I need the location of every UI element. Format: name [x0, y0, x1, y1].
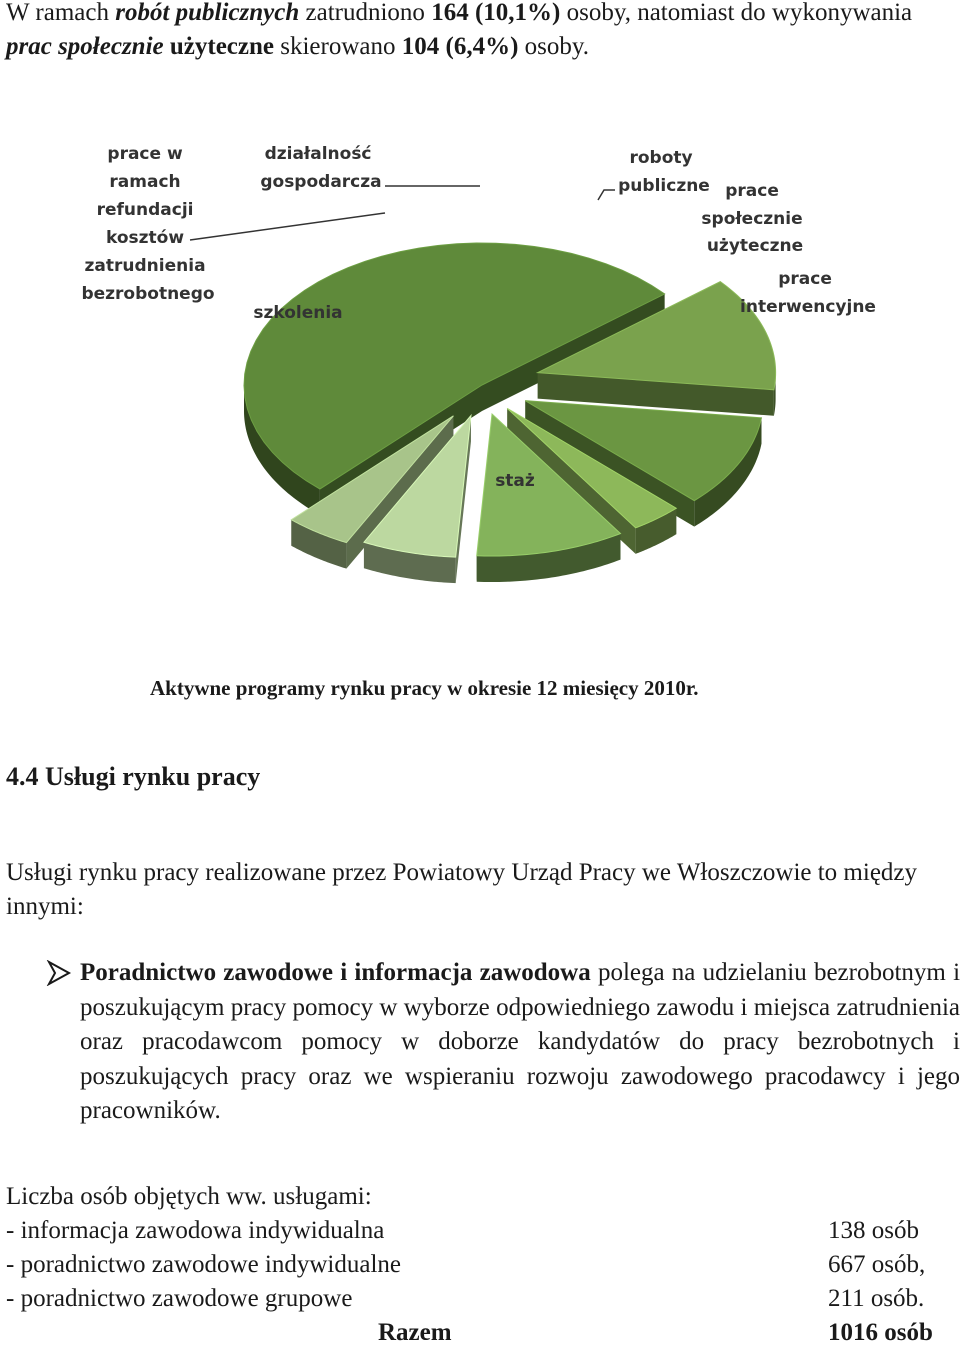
count-row-label: - poradnictwo zawodowe indywidualne: [6, 1251, 402, 1278]
count-row-label: - poradnictwo zawodowe grupowe: [6, 1285, 353, 1312]
label-line: roboty: [629, 148, 693, 168]
chart-caption: Aktywne programy rynku pracy w okresie 12 miesięcy 2010r.: [150, 676, 699, 700]
pie-slices: [244, 243, 776, 583]
intro-emphasis-prace: prac społecznie: [6, 33, 164, 60]
label-line: bezrobotnego: [81, 284, 215, 304]
intro-number-prace: 104 (6,4%): [401, 33, 519, 60]
leader-line-roboty: [598, 190, 615, 200]
bullet-text: polega na udzielaniu bezrobotnym i poszukującym pracy pomocy w wyborze odpowiedniego zawodu i miejsca zatrudnienia oraz pracodawcom pomocy w doborze kandydatów do pracy bezrobotnych i poszukujących pracy oraz we wspieraniu rozwoju zawodowego pracodawcy i jego pracowników.: [80, 959, 960, 1124]
slice-label-refundacja: [81, 144, 214, 304]
count-row: [6, 1214, 956, 1248]
intro-emphasis-roboty: robót publicznych: [115, 0, 300, 26]
intro-text: W ramach: [6, 0, 116, 26]
total-label: Razem: [378, 1319, 452, 1346]
bullet-item: [80, 956, 960, 1129]
label-line: prace: [778, 269, 832, 289]
services-intro: Usługi rynku pracy realizowane przez Powiatowy Urząd Pracy we Włoszczowie to między innymi:: [6, 859, 918, 920]
label-line: ramach: [109, 172, 181, 192]
slice-label-staz: staż: [495, 471, 535, 491]
intro-emphasis-uzyteczne: użyteczne: [163, 33, 274, 60]
label-line: działalność: [264, 144, 372, 164]
bullet-title: Poradnictwo zawodowe i informacja zawodowa: [80, 959, 591, 986]
label-line: gospodarcza: [260, 172, 382, 192]
label-line: publiczne: [618, 176, 710, 196]
slice-label-spoleczne: [701, 181, 808, 256]
intro-text: zatrudniono: [299, 0, 432, 26]
count-title: Liczba osób objętych ww. usługami:: [6, 1183, 372, 1210]
slice-label-interwencyjne: [740, 269, 876, 317]
leader-lines: [190, 186, 615, 240]
count-row-value: 138 osób: [828, 1217, 919, 1244]
intro-paragraph: [6, 0, 936, 64]
label-line: prace w: [107, 144, 183, 164]
intro-text: osoby, natomiast do wykonywania: [560, 0, 913, 26]
leader-line-refundacja: [190, 213, 385, 240]
label-line: społecznie: [701, 209, 803, 229]
slice-label-dzialalnosc: [260, 144, 381, 192]
count-row-value: 211 osób.: [828, 1285, 925, 1312]
arrow-bullet-icon: [46, 960, 72, 986]
intro-text: osoby.: [518, 33, 590, 60]
label-line: kosztów: [106, 228, 185, 248]
label-line: interwencyjne: [740, 297, 876, 317]
label-line: refundacji: [96, 200, 194, 220]
label-line: zatrudnienia: [84, 256, 206, 276]
count-row: [6, 1282, 956, 1316]
count-row-value: 667 osób,: [828, 1251, 926, 1278]
total-value: 1016 osób: [828, 1319, 933, 1346]
label-line: prace: [725, 181, 779, 201]
label-line: użyteczne: [706, 236, 804, 256]
pie-chart: [0, 120, 960, 660]
count-row: [6, 1248, 956, 1282]
count-row-label: - informacja zawodowa indywidualna: [6, 1217, 385, 1244]
section-heading: 4.4 Usługi rynku pracy: [6, 762, 261, 791]
slice-label-szkolenia: szkolenia: [253, 303, 343, 323]
slice-label-roboty: [618, 148, 710, 196]
intro-text: skierowano: [274, 33, 402, 60]
intro-number-roboty: 164 (10,1%): [431, 0, 561, 26]
